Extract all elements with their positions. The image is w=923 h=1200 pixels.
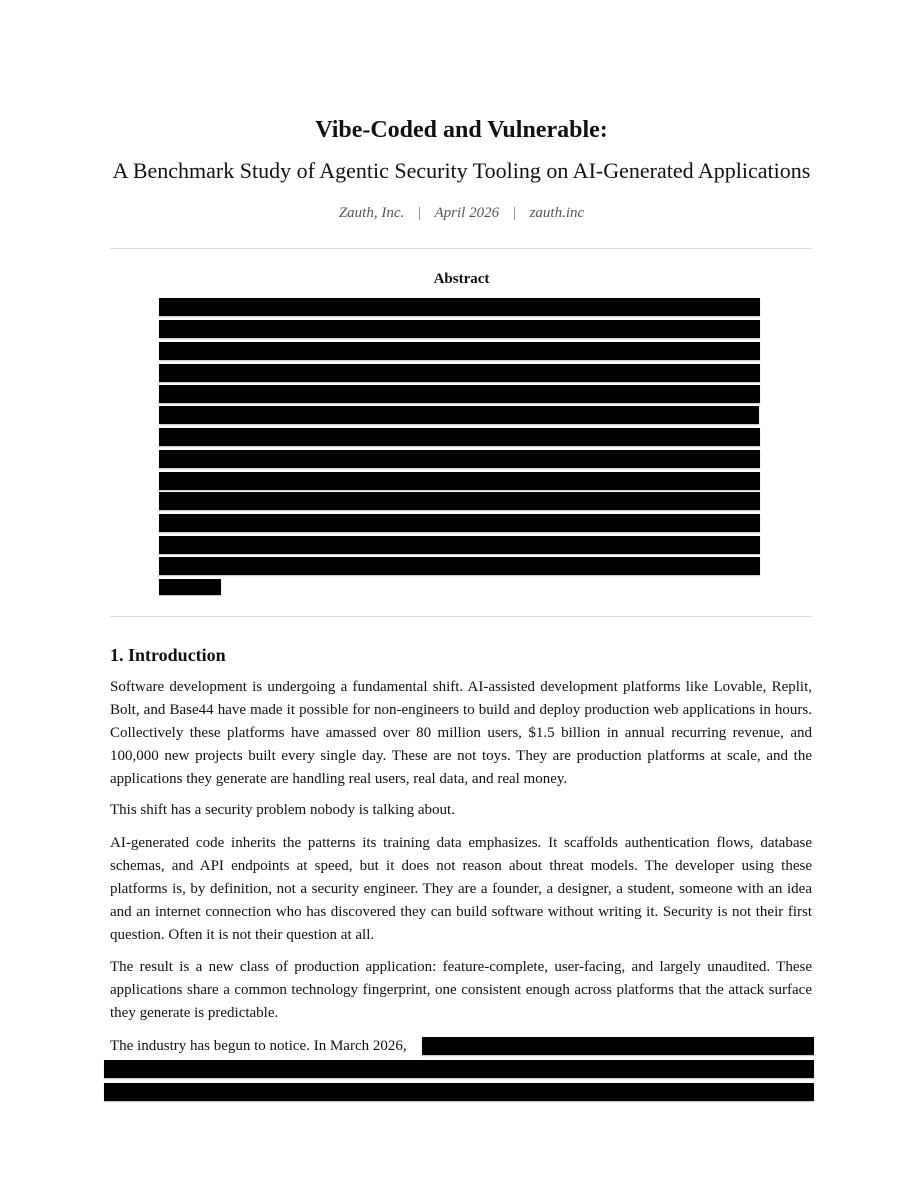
redaction-bar bbox=[104, 1083, 814, 1101]
redaction-bar bbox=[159, 342, 760, 360]
body-paragraph: AI-generated code inherits the patterns its training data emphasizes. It scaffolds authentication flows, database schemas, and API endpoints at speed, but it does not reason about threat models. The developer using these platforms is, by definition, not a security engineer. They are a founder, a designer, a student, someone with an idea and an internet connection who has discovered they can build software without writing it. Security is not their first question. Often it is not their question at all. bbox=[110, 835, 812, 943]
redaction-bar bbox=[159, 298, 760, 316]
redaction-bar bbox=[159, 472, 760, 490]
body-paragraph: The result is a new class of production application: feature-complete, user-facing, and largely unaudited. These applications share a common technology fingerprint, one consistent enough across platforms that the attack surface they generate is predictable. bbox=[110, 959, 812, 1021]
redaction-bar bbox=[159, 364, 760, 382]
byline-separator: | bbox=[512, 205, 516, 221]
redaction-bar bbox=[159, 385, 760, 403]
section-heading-introduction: 1. Introduction bbox=[110, 645, 226, 665]
redaction-bar bbox=[159, 536, 760, 554]
author-name: Zauth, Inc. bbox=[338, 205, 405, 221]
redaction-bar bbox=[159, 450, 760, 468]
abstract-heading: Abstract bbox=[433, 271, 490, 287]
website: zauth.inc bbox=[529, 205, 585, 221]
redaction-bar bbox=[159, 406, 759, 424]
redaction-bar bbox=[422, 1037, 814, 1055]
body-paragraph: Software development is undergoing a fundamental shift. AI-assisted development platforms like Lovable, Replit, Bolt, and Base44 have made it possible for non-engineers to build and deploy production web applications in hours. Collectively these platforms have amassed over 80 million users, $1.5 billion in annual recurring revenue, and 100,000 new projects built every single day. These are not toys. They are production platforms at scale, and the applications they generate are handling real users, real data, and real money. bbox=[110, 679, 812, 787]
redaction-bar bbox=[159, 492, 760, 510]
publication-date: April 2026 bbox=[434, 205, 500, 221]
body-paragraph: The industry has begun to notice. In March 2026, bbox=[110, 1038, 407, 1054]
redaction-bar bbox=[159, 320, 760, 338]
paper-subtitle: A Benchmark Study of Agentic Security Tooling on AI-Generated Applications bbox=[112, 158, 811, 183]
redaction-bar bbox=[159, 579, 221, 595]
divider bbox=[110, 248, 812, 249]
body-paragraph: This shift has a security problem nobody is talking about. bbox=[110, 802, 455, 818]
byline-separator: | bbox=[417, 205, 421, 221]
redaction-bar bbox=[159, 428, 760, 446]
redaction-bar bbox=[104, 1060, 814, 1078]
redaction-bar bbox=[159, 557, 760, 575]
paper-byline bbox=[0, 202, 923, 224]
divider bbox=[110, 616, 812, 617]
paper-title: Vibe-Coded and Vulnerable: bbox=[315, 117, 608, 143]
redaction-bar bbox=[159, 514, 760, 532]
